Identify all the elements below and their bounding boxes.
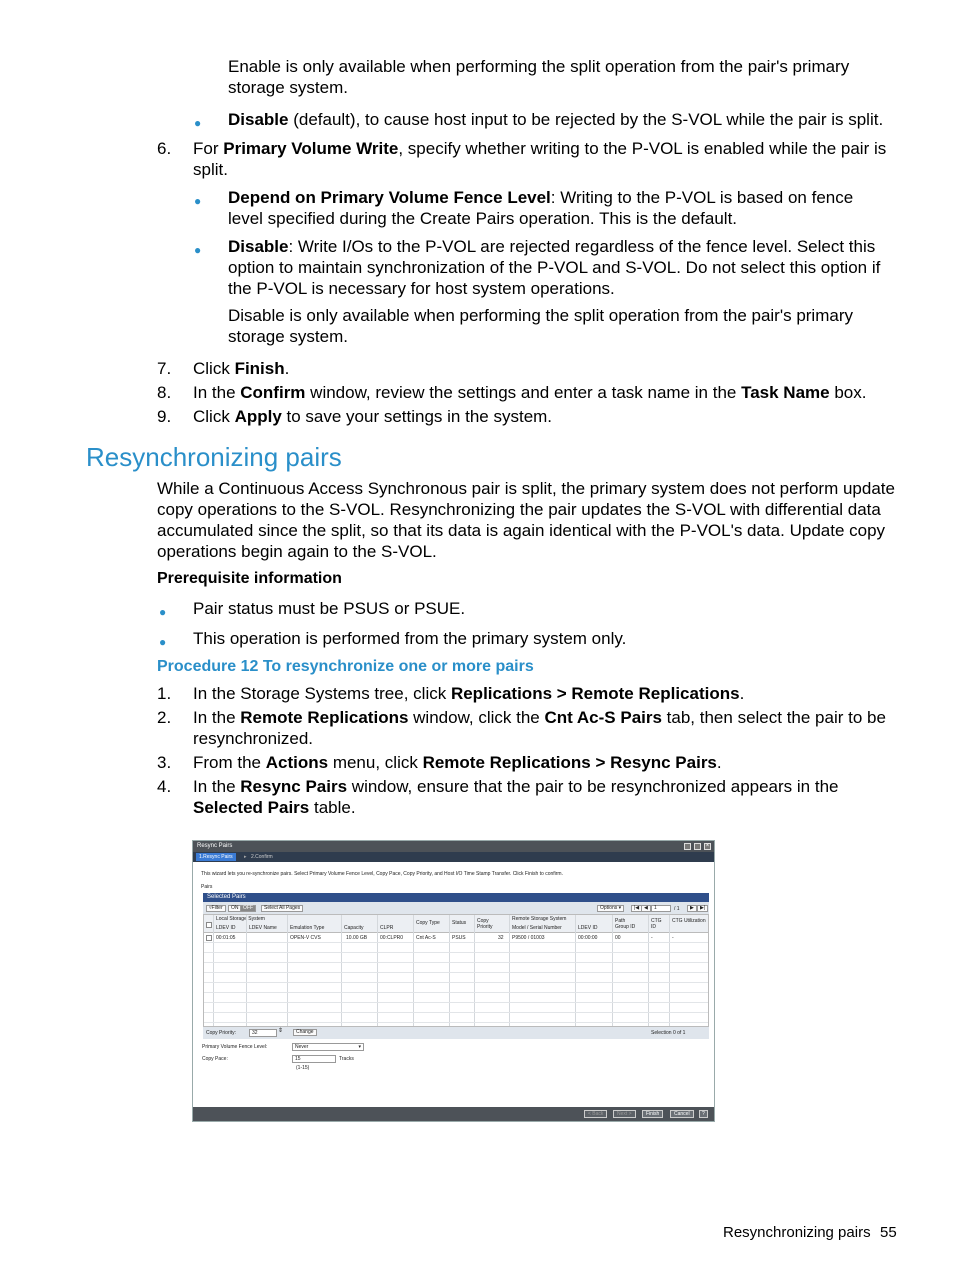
option-label: Disable: [228, 237, 289, 256]
column-header[interactable]: Model / Serial Number: [512, 925, 562, 931]
table-row[interactable]: [204, 933, 708, 943]
section-heading: Resynchronizing pairs: [86, 442, 342, 472]
step-number: 8.: [157, 383, 172, 402]
option-label: Depend on Primary Volume Fence Level: [228, 188, 551, 207]
step-text: window, ensure that the pair to be resynchronized appears in the: [347, 777, 839, 796]
next-button[interactable]: Next >: [613, 1110, 636, 1118]
cell-ctg-utilization: -: [672, 935, 674, 941]
selection-count: Selection 0 of 1: [651, 1030, 686, 1036]
prereq-item: This operation is performed from the primary system only.: [193, 629, 627, 648]
step-2-text: [193, 707, 898, 749]
stepper-icon[interactable]: ⇕: [278, 1028, 284, 1034]
back-button[interactable]: < Back: [584, 1110, 607, 1118]
wizard-footer: [193, 1107, 714, 1121]
step-9-text: [193, 406, 898, 427]
ui-term: Finish: [234, 359, 285, 378]
ui-term: Task Name: [741, 383, 830, 402]
step-number: 2.: [157, 708, 172, 727]
step-text: .: [716, 753, 722, 772]
wizard-step-next: 2.Confirm: [251, 854, 273, 860]
filter-icon: ▿: [209, 905, 212, 911]
ui-term: Primary Volume Write: [223, 139, 399, 158]
step-number: 6.: [157, 139, 172, 158]
minimize-icon[interactable]: [684, 843, 691, 850]
enable-note: Enable is only available when performing the split operation from the pair's primary storage system.: [228, 57, 850, 97]
ui-term: Actions: [265, 753, 329, 772]
ui-term: Selected Pairs: [193, 798, 310, 817]
step-text: tab, then select the pair to be resynchronized.: [193, 708, 886, 748]
step-number: 4.: [157, 777, 172, 796]
filter-button[interactable]: [206, 905, 226, 912]
table-row-empty: [204, 1003, 708, 1013]
prev-page-icon[interactable]: ◀: [641, 905, 651, 912]
step-number: 1.: [157, 684, 172, 703]
procedure-title: Procedure 12 To resynchronize one or more pairs: [157, 658, 534, 675]
column-header[interactable]: CTG ID: [651, 918, 662, 930]
step-text: menu, click: [328, 753, 423, 772]
step-text: table.: [309, 798, 356, 817]
column-header[interactable]: Path Group ID: [615, 918, 636, 930]
section-intro: While a Continuous Access Synchronous pair is split, the primary system does not perform update copy operations to the S-VOL. Resynchronizing the pair updates the S-VOL with differential data accumulated since the split, so that its data is again identical with the P-VOL's data. Update copy operations begin again to the S-VOL.: [157, 479, 895, 561]
cell-clpr: 00:CLPR0: [380, 935, 404, 941]
cell-copy-priority: 32: [498, 935, 504, 941]
cell-emulation-type: OPEN-V CVS: [290, 935, 321, 941]
filter-off-toggle[interactable]: OFF: [240, 905, 256, 912]
change-button[interactable]: Change: [293, 1029, 317, 1036]
ui-term: Cnt Ac-S Pairs: [544, 708, 662, 727]
prereq-item: Pair status must be PSUS or PSUE.: [193, 599, 466, 618]
step-text: For: [193, 139, 224, 158]
options-label: Options: [600, 905, 618, 911]
bullet-icon: ●: [194, 243, 202, 257]
step-1-text: [193, 683, 898, 704]
copy-priority-input[interactable]: 32: [249, 1029, 277, 1037]
select-all-pages-button[interactable]: Select All Pages: [261, 905, 303, 912]
ui-term: Confirm: [240, 383, 306, 402]
cell-ldev-id: 00:01:05: [216, 935, 236, 941]
fence-level-value: Never: [295, 1044, 309, 1050]
cell-status: PSUS: [452, 935, 466, 941]
fence-level-label: Primary Volume Fence Level:: [202, 1044, 268, 1050]
copy-priority-label: Copy Priority:: [206, 1030, 237, 1036]
chevron-down-icon: ▾: [358, 1044, 361, 1050]
step-text: window, review the settings and enter a task name in the: [305, 383, 742, 402]
step-text: In the: [193, 383, 241, 402]
step-3-text: [193, 752, 898, 773]
maximize-icon[interactable]: [694, 843, 701, 850]
fence-level-select[interactable]: [292, 1043, 364, 1051]
page-total: / 1: [674, 906, 680, 912]
filter-label: Filter: [211, 905, 223, 911]
step-7-text: [193, 358, 898, 379]
ui-term: Resync Pairs: [240, 777, 348, 796]
help-icon[interactable]: ?: [699, 1110, 708, 1118]
step-number: 9.: [157, 407, 172, 426]
page-number: 55: [880, 1224, 897, 1241]
first-page-icon[interactable]: |◀: [631, 905, 642, 912]
column-header[interactable]: LDEV Name: [249, 925, 277, 931]
step-text: In the: [193, 777, 241, 796]
column-header[interactable]: Status: [452, 920, 467, 926]
column-header[interactable]: Capacity: [344, 925, 364, 931]
finish-button[interactable]: Finish: [642, 1110, 663, 1118]
option-disable-write: [228, 236, 888, 299]
table-row-empty: [204, 973, 708, 983]
selected-pairs-table: [203, 914, 709, 1027]
ui-term: Replications > Remote Replications: [450, 684, 740, 703]
bullet-icon: ●: [194, 116, 202, 130]
window-titlebar: [193, 841, 714, 852]
step-text: , specify whether writing to the P-VOL is enabled while the pair is split.: [193, 139, 887, 179]
column-header[interactable]: LDEV ID: [578, 925, 598, 931]
group-header-local: Local Storage System: [216, 916, 265, 922]
group-header-remote: Remote Storage System: [512, 916, 567, 922]
step-text: In the: [193, 708, 241, 727]
wizard-step-current: 1.Resync Pairs: [196, 853, 236, 861]
wizard-description: This wizard lets you re-synchronize pairs. Select Primary Volume Fence Level, Copy Pace, Copy Priority, and Host I/O Time Stamp Transfer. Click Finish to confirm.: [201, 871, 563, 877]
wizard-steps: [193, 852, 714, 862]
column-header[interactable]: CTG Utilization: [672, 918, 706, 924]
table-toolbar: [203, 902, 709, 914]
selected-pairs-header: [203, 893, 709, 902]
table-header: [204, 915, 708, 933]
copy-pace-input[interactable]: 15: [292, 1055, 336, 1063]
cell-path-group-id: 00: [615, 935, 621, 941]
tracks-label: Tracks: [339, 1056, 354, 1062]
cell-capacity: 10.00 GB: [346, 935, 368, 941]
option-text: : Writing to the P-VOL is based on fence level specified during the Create Pairs operation. This is the default.: [228, 188, 854, 228]
cell-ctg-id: -: [651, 935, 653, 941]
step-6-text: [193, 138, 898, 180]
table-row-empty: [204, 983, 708, 993]
step-8-text: [193, 382, 898, 403]
column-header[interactable]: CLPR: [380, 925, 394, 931]
step-text: From the: [193, 753, 266, 772]
disable-note: Disable is only available when performing the split operation from the pair's primary storage system.: [228, 306, 853, 346]
option-disable-host-input: [228, 109, 888, 130]
ui-term: Apply: [234, 407, 282, 426]
table-row-empty: [204, 943, 708, 953]
column-header[interactable]: Copy Priority: [477, 918, 493, 930]
window-title: Resync Pairs: [197, 843, 233, 849]
last-page-icon[interactable]: ▶|: [697, 905, 708, 912]
option-label: Disable: [228, 110, 289, 129]
column-header[interactable]: Copy Type: [416, 920, 440, 926]
pairs-label: Pairs: [201, 884, 213, 890]
options-dropdown[interactable]: [597, 905, 624, 912]
row-checkbox[interactable]: [206, 935, 212, 941]
step-text: In the Storage Systems tree, click: [193, 684, 451, 703]
cell-copy-type: Cnt Ac-S: [416, 935, 436, 941]
table-row-empty: [204, 993, 708, 1003]
prereq-heading: Prerequisite information: [157, 570, 342, 587]
step-text: window, click the: [408, 708, 545, 727]
ui-term: Remote Replications: [240, 708, 409, 727]
selected-pairs-title: Selected Pairs: [207, 894, 246, 900]
footer-section-name: Resynchronizing pairs: [723, 1224, 871, 1241]
table-row-empty: [204, 1013, 708, 1023]
filter-on-toggle[interactable]: ON: [228, 905, 242, 912]
step-text: .: [284, 359, 290, 378]
bullet-icon: ●: [159, 605, 167, 619]
step-text: to save your settings in the system.: [281, 407, 553, 426]
table-row-empty: [204, 953, 708, 963]
option-text: : Write I/Os to the P-VOL are rejected regardless of the fence level. Select this option to maintain synchronization of the P-VOL and S-VOL. Do not select this option if the P-VOL is necessary for host system operations.: [228, 237, 881, 298]
close-icon[interactable]: ×: [705, 843, 710, 849]
step-text: box.: [829, 383, 867, 402]
cancel-button[interactable]: Cancel: [670, 1110, 694, 1118]
column-header[interactable]: LDEV ID: [216, 925, 236, 931]
step-number: 7.: [157, 359, 172, 378]
cell-model-serial: P9500 / 01003: [512, 935, 545, 941]
next-page-icon[interactable]: ▶: [687, 905, 697, 912]
option-depend-fence: [228, 187, 888, 229]
bullet-icon: ●: [194, 194, 202, 208]
copy-pace-range: (1-15): [296, 1065, 310, 1071]
table-row-empty: [204, 963, 708, 973]
page-number-input[interactable]: 1: [651, 905, 671, 912]
step-4-text: [193, 776, 898, 818]
column-header[interactable]: Emulation Type: [290, 925, 325, 931]
step-text: .: [739, 684, 745, 703]
option-text: (default), to cause host input to be rejected by the S-VOL while the pair is split.: [288, 110, 884, 129]
resync-pairs-screenshot: [192, 840, 715, 1122]
step-text: Click: [193, 407, 235, 426]
step-number: 3.: [157, 753, 172, 772]
step-text: Click: [193, 359, 235, 378]
chevron-right-icon: ▸: [244, 854, 247, 860]
bullet-icon: ●: [159, 635, 167, 649]
cell-remote-ldev-id: 00:00:00: [578, 935, 598, 941]
table-bottom-bar: [203, 1027, 709, 1039]
chevron-down-icon: ▾: [618, 905, 622, 911]
select-all-checkbox[interactable]: [206, 922, 212, 928]
ui-term: Remote Replications > Resync Pairs: [422, 753, 717, 772]
copy-pace-label: Copy Pace:: [202, 1056, 228, 1062]
